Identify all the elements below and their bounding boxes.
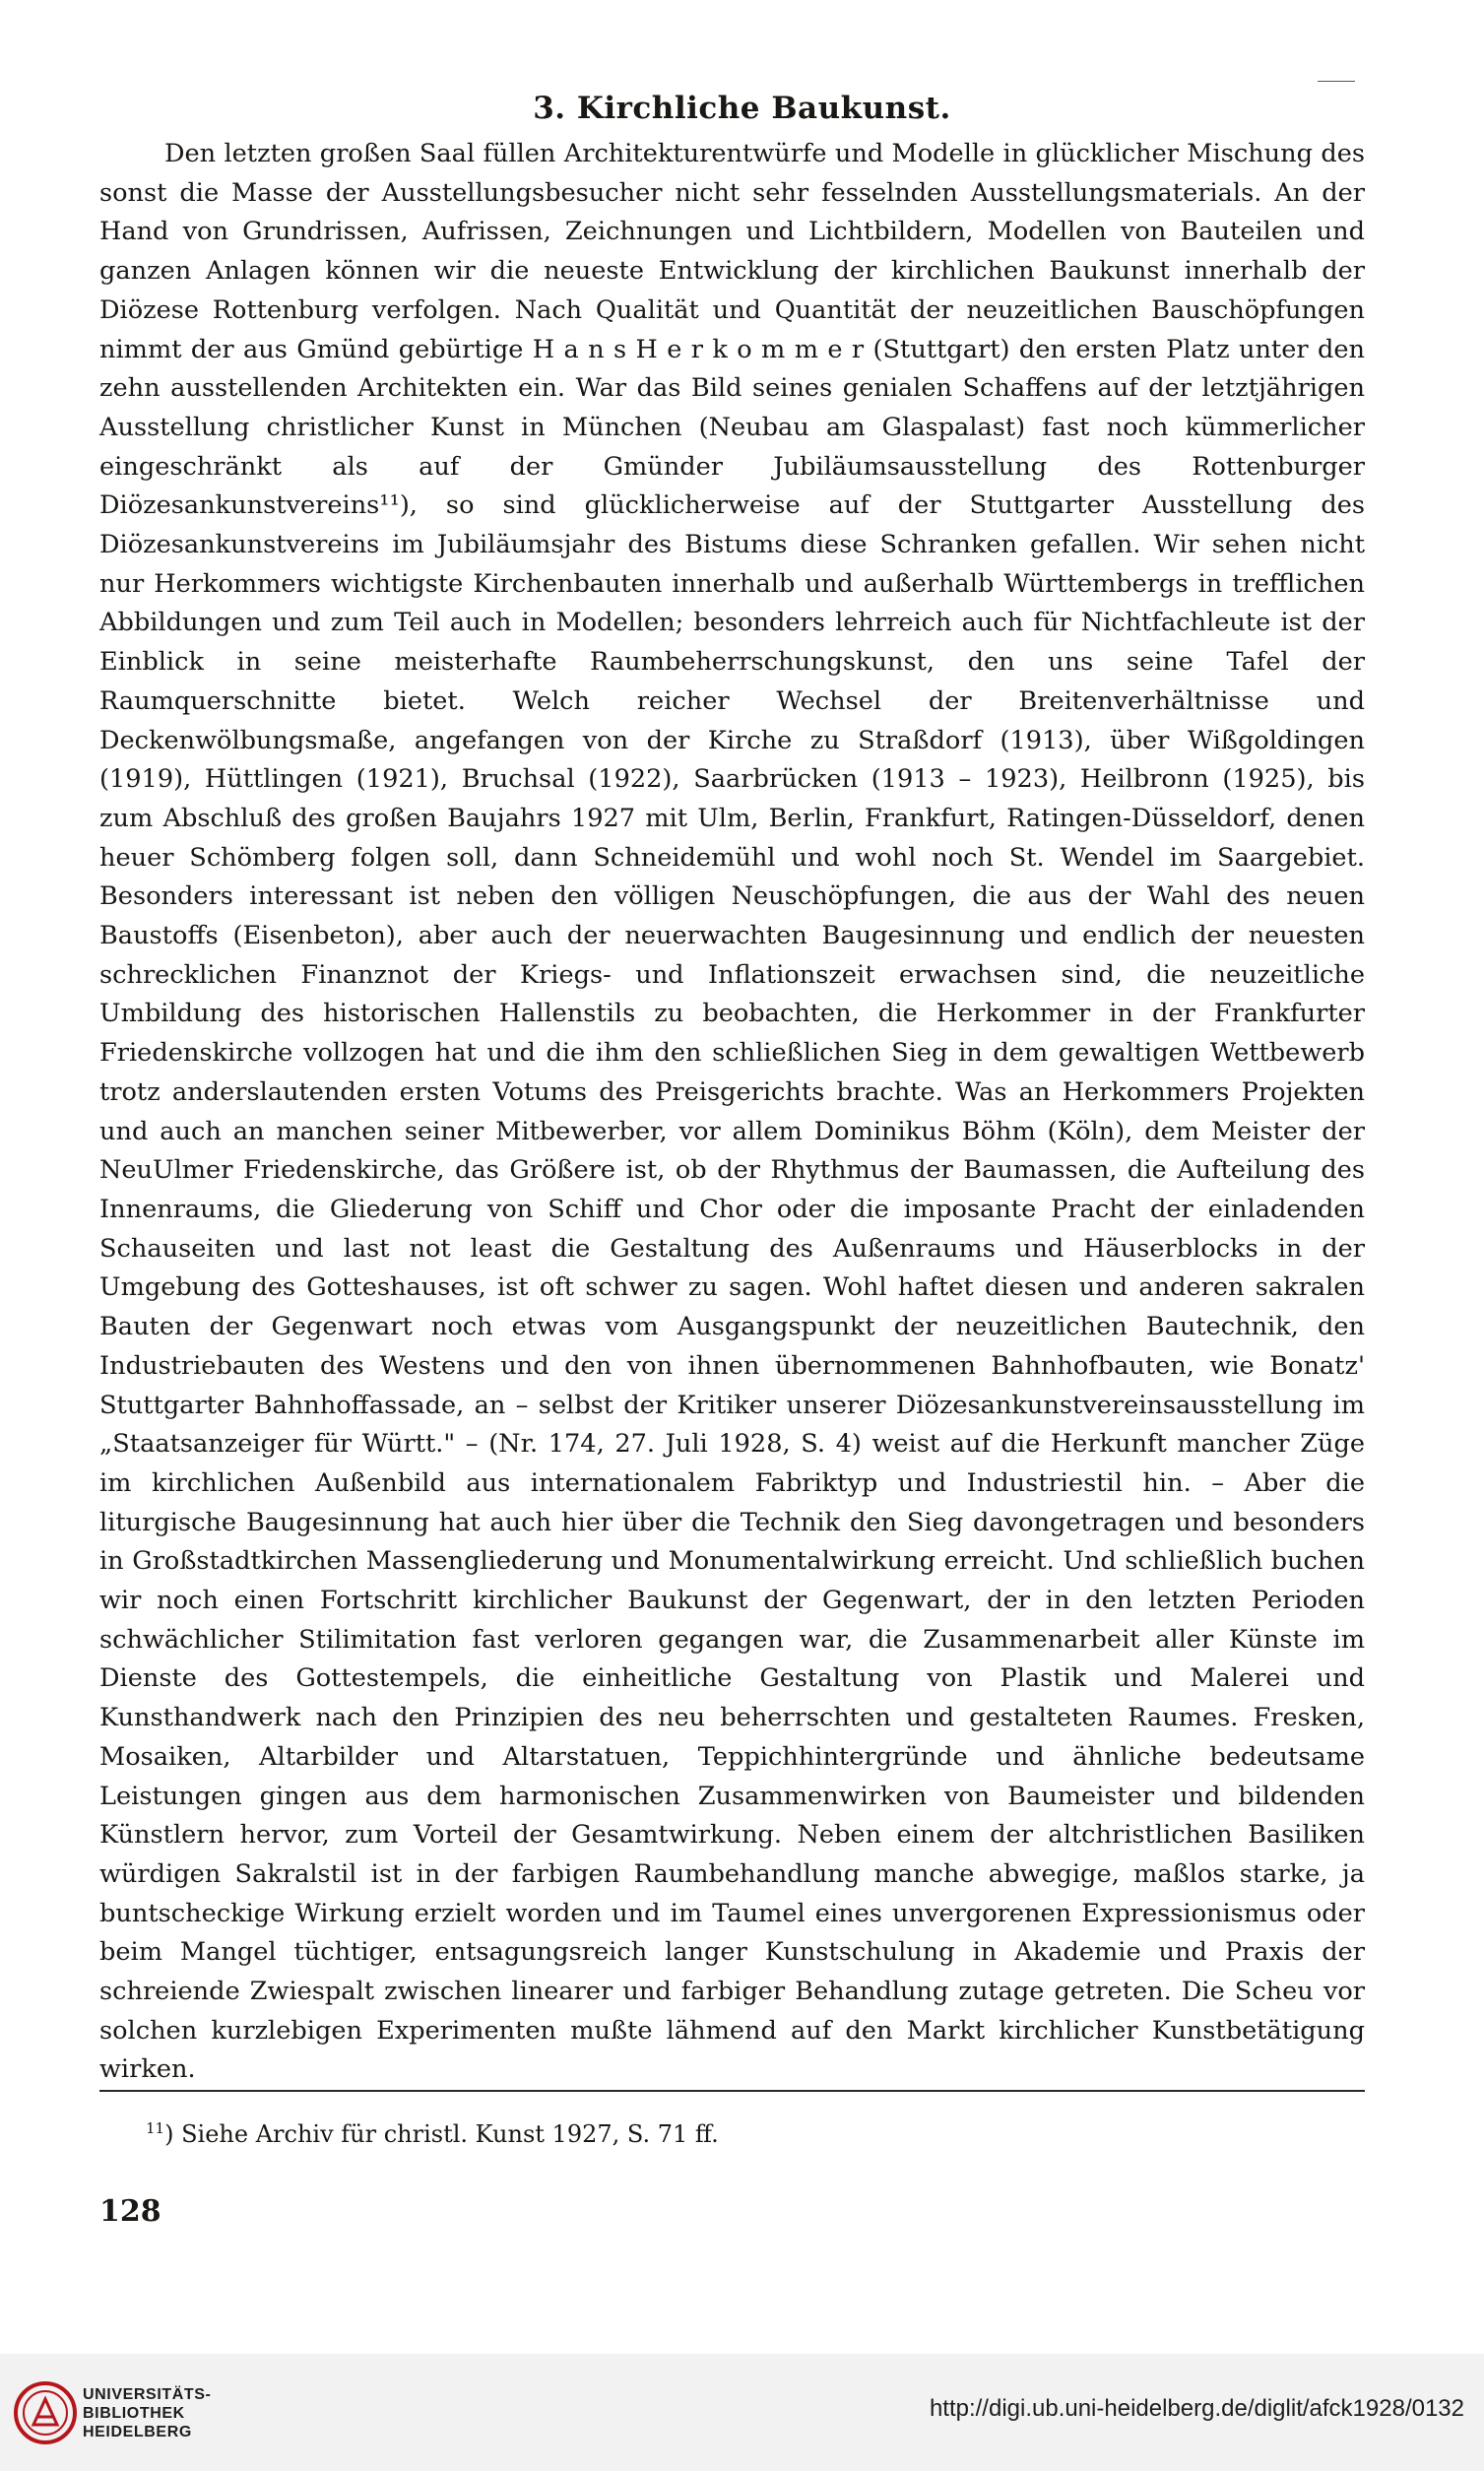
margin-mark [1318, 81, 1355, 82]
footnote [146, 2112, 1308, 2151]
library-name-line2: BIBLIOTHEK [83, 2405, 185, 2422]
viewer-footer [0, 2354, 1484, 2471]
library-name-line3: HEIDELBERG [83, 2424, 192, 2440]
library-name [83, 2385, 211, 2441]
body-text [99, 135, 1365, 2090]
page-number: 128 [99, 2194, 161, 2229]
footnote-rule [99, 2090, 1365, 2092]
main-paragraph: Den letzten großen Saal füllen Architekturentwürfe und Modelle in glücklicher Mischung des sonst die Masse der Ausstellungsbesucher nicht sehr fesselnden Ausstellungsmaterials. An der Hand von Grundrissen, Aufrissen, Zeichnungen und Lichtbildern, Modellen von Bauteilen und ganzen Anlagen können wir die neueste Entwicklung der kirchlichen Baukunst innerhalb der Diözese Rottenburg verfolgen. Nach Qualität und Quantität der neuzeitlichen Bauschöpfungen nimmt der aus Gmünd gebürtige H a n s H e r k o m m e r (Stuttgart) den ersten Platz unter den zehn ausstellenden Architekten ein. War das Bild seines genialen Schaffens auf der letztjährigen Ausstellung christlicher Kunst in München (Neubau am Glaspalast) fast noch kümmerlicher eingeschränkt als auf der Gmünder Jubiläumsausstellung des Rottenburger Diözesankunstvereins¹¹), so sind glücklicherweise auf der Stuttgarter Ausstellung des Diözesankunstvereins im Jubiläumsjahr des Bistums diese Schranken gefallen. Wir sehen nicht nur Herkommers wichtigste Kirchenbauten innerhalb und außerhalb Württembergs in trefflichen Abbildungen und zum Teil auch in Modellen; besonders lehrreich auch für Nichtfachleute ist der Einblick in seine meisterhafte Raumbeherrschungskunst, den uns seine Tafel der Raumquerschnitte bietet. Welch reicher Wechsel der Breitenverhältnisse und Deckenwölbungsmaße, angefangen von der Kirche zu Straßdorf (1913), über Wißgoldingen (1919), Hüttlingen (1921), Bruchsal (1922), Saarbrücken (1913 – 1923), Heilbronn (1925), bis zum Abschluß des großen Baujahrs 1927 mit Ulm, Berlin, Frankfurt, Ratingen-Düsseldorf, denen heuer Schömberg folgen soll, dann Schneidemühl und wohl noch St. Wendel im Saargebiet. Besonders interessant ist neben den völligen Neuschöpfungen, die aus der Wahl des neuen Baustoffs (Eisenbeton), aber auch der neuerwachten Baugesinnung und endlich der neuesten schrecklichen Finanznot der Kriegs- und Inflationszeit erwachsen sind, die neuzeitliche Umbildung des historischen Hallenstils zu beobachten, die Herkommer in der Frankfurter Friedenskirche vollzogen hat und die ihm den schließlichen Sieg in dem gewaltigen Wettbewerb trotz anderslautenden ersten Votums des Preisgerichts brachte. Was an Herkommers Projekten und auch an manchen seiner Mitbewerber, vor allem Dominikus Böhm (Köln), dem Meister der NeuUlmer Friedenskirche, das Größere ist, ob der Rhythmus der Baumassen, die Aufteilung des Innenraums, die Gliederung von Schiff und Chor oder die imposante Pracht der einladenden Schauseiten und last not least die Gestaltung des Außenraums und Häuserblocks in der Umgebung des Gotteshauses, ist oft schwer zu sagen. Wohl haftet diesen und anderen sakralen Bauten der Gegenwart noch etwas vom Ausgangspunkt der neuzeitlichen Bautechnik, den Industriebauten des Westens und den von ihnen übernommenen Bahnhofbauten, wie Bonatz' Stuttgarter Bahnhoffassade, an – selbst der Kritiker unserer Diözesankunstvereinsausstellung im „Staatsanzeiger für Württ." – (Nr. 174, 27. Juli 1928, S. 4) weist auf die Herkunft mancher Züge im kirchlichen Außenbild aus internationalem Fabriktyp und Industriestil hin. – Aber die liturgische Baugesinnung hat auch hier über die Technik den Sieg davongetragen und besonders in Großstadtkirchen Massengliederung und Monumentalwirkung erreicht. Und schließlich buchen wir noch einen Fortschritt kirchlicher Baukunst der Gegenwart, der in den letzten Perioden schwächlicher Stilimitation fast verloren gegangen war, die Zusammenarbeit aller Künste im Dienste des Gottestempels, die einheitliche Gestaltung von Plastik und Malerei und Kunsthandwerk nach den Prinzipien des neu beherrschten und gestalteten Raumes. Fresken, Mosaiken, Altarbilder und Altarstatuen, Teppichhintergründe und ähnliche bedeutsame Leistungen gingen aus dem harmonischen Zusammenwirken von Baumeister und bildenden Künstlern hervor, zum Vorteil der Gesamtwirkung. Neben einem der altchristlichen Basiliken würdigen Sakralstil ist in der farbigen Raumbehandlung manche abwegige, maßlos starke, ja buntscheckige Wirkung erzielt worden und im Taumel eines unvergorenen Expressionismus oder beim Mangel tüchtiger, entsagungsreich langer Kunstschulung in Akademie und Praxis der schreiende Zwiespalt zwischen linearer und farbiger Behandlung zutage getreten. Die Scheu vor solchen kurzlebigen Experimenten mußte lähmend auf den Markt kirchlicher Kunstbetätigung wirken. [99, 139, 1365, 2085]
library-name-line1: UNIVERSITÄTS- [83, 2386, 212, 2403]
source-url-link[interactable]: http://digi.ub.uni-heidelberg.de/diglit/afck1928/0132 [929, 2395, 1464, 2422]
footnote-text: ) Siehe Archiv für christl. Kunst 1927, S. 71 ff. [164, 2120, 719, 2148]
footnote-marker: 11 [146, 2119, 165, 2137]
university-seal-icon [14, 2381, 77, 2444]
section-heading: 3. Kirchliche Baukunst. [533, 91, 951, 126]
